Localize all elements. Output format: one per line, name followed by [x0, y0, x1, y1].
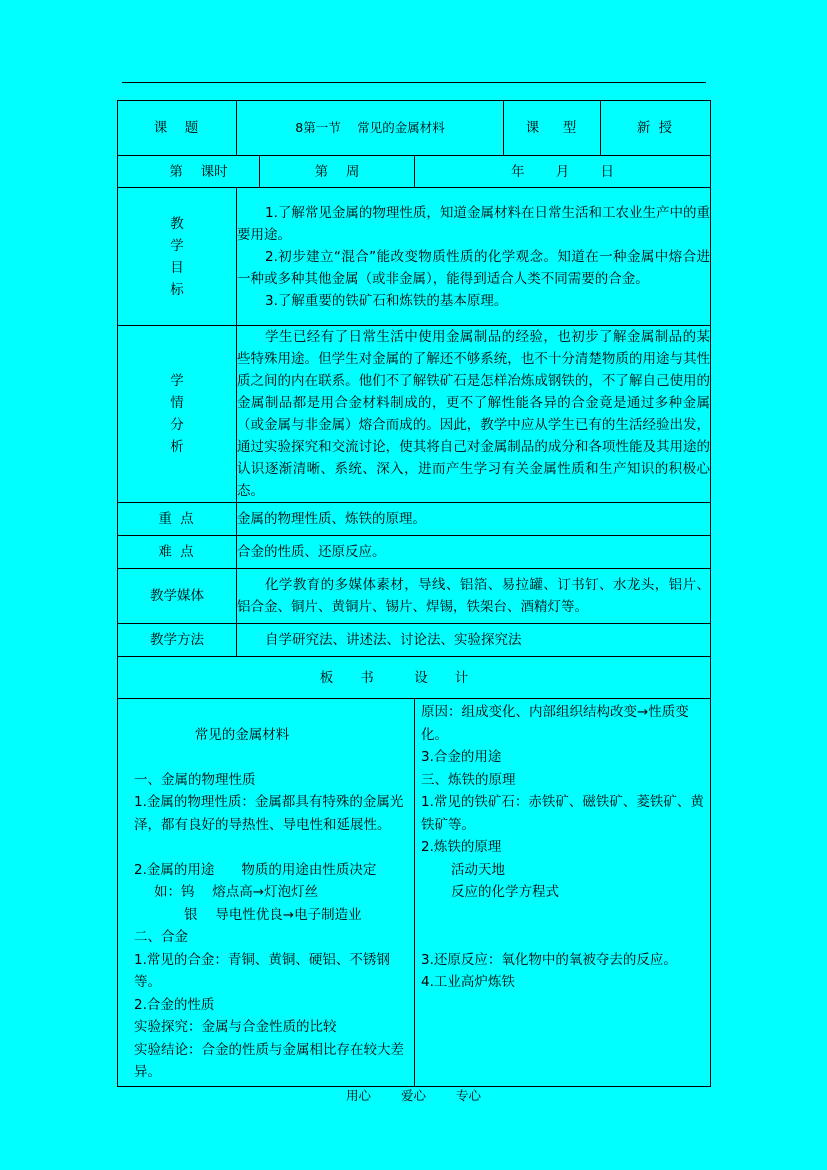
methods-text: 自学研究法、讲述法、讨论法、实验探究法 — [265, 632, 522, 648]
key-point-row — [118, 503, 711, 536]
board-line: 银 导电性优良→电子制造业 — [184, 906, 362, 923]
difficulty-label: 难 点 — [118, 536, 237, 569]
type-label: 课 型 — [504, 101, 601, 156]
board-line: 3.还原反应：氧化物中的氧被夺去的反应。 — [421, 951, 677, 968]
board-line: 1.常见的铁矿石：赤铁矿、磁铁矿、菱铁矿、黄铁矿等。 — [421, 794, 704, 833]
board-line: 2.合金的性质 — [134, 996, 215, 1013]
board-heading: 常见的金属材料 — [194, 726, 290, 743]
board-line: 3.合金的用途 — [421, 749, 502, 765]
type-value: 新 授 — [601, 101, 711, 156]
key-point-label: 重 点 — [118, 503, 237, 536]
date-label: 年 月 日 — [415, 156, 711, 188]
lesson-plan-table — [117, 100, 711, 1087]
goals-row — [118, 188, 711, 326]
media-label: 教学媒体 — [118, 569, 237, 624]
board-title-row — [118, 657, 711, 699]
board-line: 2.炼铁的原理 — [421, 839, 502, 855]
goals-label: 教 学 目 标 — [118, 188, 237, 326]
footer-text: 用心 — [345, 1088, 371, 1103]
board-line: 4.工业高炉炼铁 — [421, 974, 515, 990]
analysis-content — [237, 326, 711, 503]
footer-text: 爱心 — [400, 1088, 426, 1103]
goals-content — [237, 188, 711, 326]
difficulty-text: 合金的性质、还原反应。 — [237, 536, 711, 569]
board-line: 原因：组成变化、内部组织结构改变→性质变化。 — [421, 704, 689, 743]
board-section-heading: 二、合金 — [134, 929, 188, 945]
methods-content — [237, 624, 711, 657]
board-line: 实验探究：金属与合金性质的比较 — [134, 1019, 337, 1035]
methods-label: 教学方法 — [118, 624, 237, 657]
board-line: 活动天地 — [451, 861, 505, 878]
goal-item: 2.初步建立“混合”能改变物质性质的化学观念。知道在一种金属中熔合进一种或多种其他金属（或非金属），能得到适合人类不同需要的合金。 — [237, 248, 711, 287]
board-line: 2.金属的用途 物质的用途由性质决定 — [134, 861, 377, 878]
page-footer — [0, 1086, 827, 1104]
analysis-label: 学 情 分 析 — [118, 326, 237, 503]
media-content — [237, 569, 711, 624]
media-row — [118, 569, 711, 624]
media-text: 化学教育的多媒体素材，导线、铝箔、易拉罐、订书钉、水龙头，铝片、铝合金、铜片、黄铜片、锡片、焊锡，铁架台、酒精灯等。 — [237, 577, 711, 615]
board-line: 实验结论：合金的性质与金属相比存在较大差异。 — [134, 1041, 404, 1080]
goal-item: 1.了解常见金属的物理性质，知道金属材料在日常生活和工农业生产中的重要用途。 — [237, 204, 711, 243]
board-line: 如：钨 熔点高→灯泡灯丝 — [154, 884, 319, 900]
difficulty-row — [118, 536, 711, 569]
board-line: 1.金属的物理性质：金属都具有特殊的金属光泽，都有良好的导热性、导电性和延展性。 — [134, 794, 404, 833]
board-line: 反应的化学方程式 — [451, 884, 559, 900]
topic-label: 课 题 — [118, 101, 237, 156]
board-left-column — [118, 699, 415, 1087]
board-right-column — [415, 699, 711, 1087]
key-point-text: 金属的物理性质、炼铁的原理。 — [237, 503, 711, 536]
board-section-heading: 三、炼铁的原理 — [421, 771, 516, 788]
topic-row — [118, 101, 711, 156]
board-content-row — [118, 699, 711, 1087]
methods-row — [118, 624, 711, 657]
analysis-text: 学生已经有了日常生活中使用金属制品的经验，也初步了解金属制品的某些特殊用途。但学生对金属的了解还不够系统，也不十分清楚物质的用途与其性质之间的内在联系。他们不了解铁矿石是怎样冶炼成钢铁的，不了解自己使用的金属制品都是用合金材料制成的，更不了解性能各异的合金竟是通过多种金属（或金属与非金属）熔合而成的。因此，教学中应从学生已有的生活经验出发，通过实验探究和交流讨论，使其将自己对金属制品的成分和各项性能及其用途的认识逐渐清晰、系统、深入，进而产生学习有关金属性质和生产知识的积极心态。 — [237, 329, 711, 499]
week-label: 第 周 — [260, 156, 415, 188]
topic-value: 8第一节 常见的金属材料 — [237, 101, 504, 156]
footer-text: 专心 — [455, 1088, 481, 1103]
board-line: 1.常见的合金：青铜、黄铜、硬铝、不锈钢等。 — [134, 951, 390, 990]
period-label: 第 课时 — [118, 156, 260, 188]
schedule-row — [118, 156, 711, 188]
board-title: 板 书 设 计 — [118, 657, 711, 699]
goal-item: 3.了解重要的铁矿石和炼铁的基本原理。 — [265, 292, 508, 309]
analysis-row — [118, 326, 711, 503]
header-rule — [122, 82, 706, 83]
board-section-heading: 一、金属的物理性质 — [134, 771, 256, 788]
